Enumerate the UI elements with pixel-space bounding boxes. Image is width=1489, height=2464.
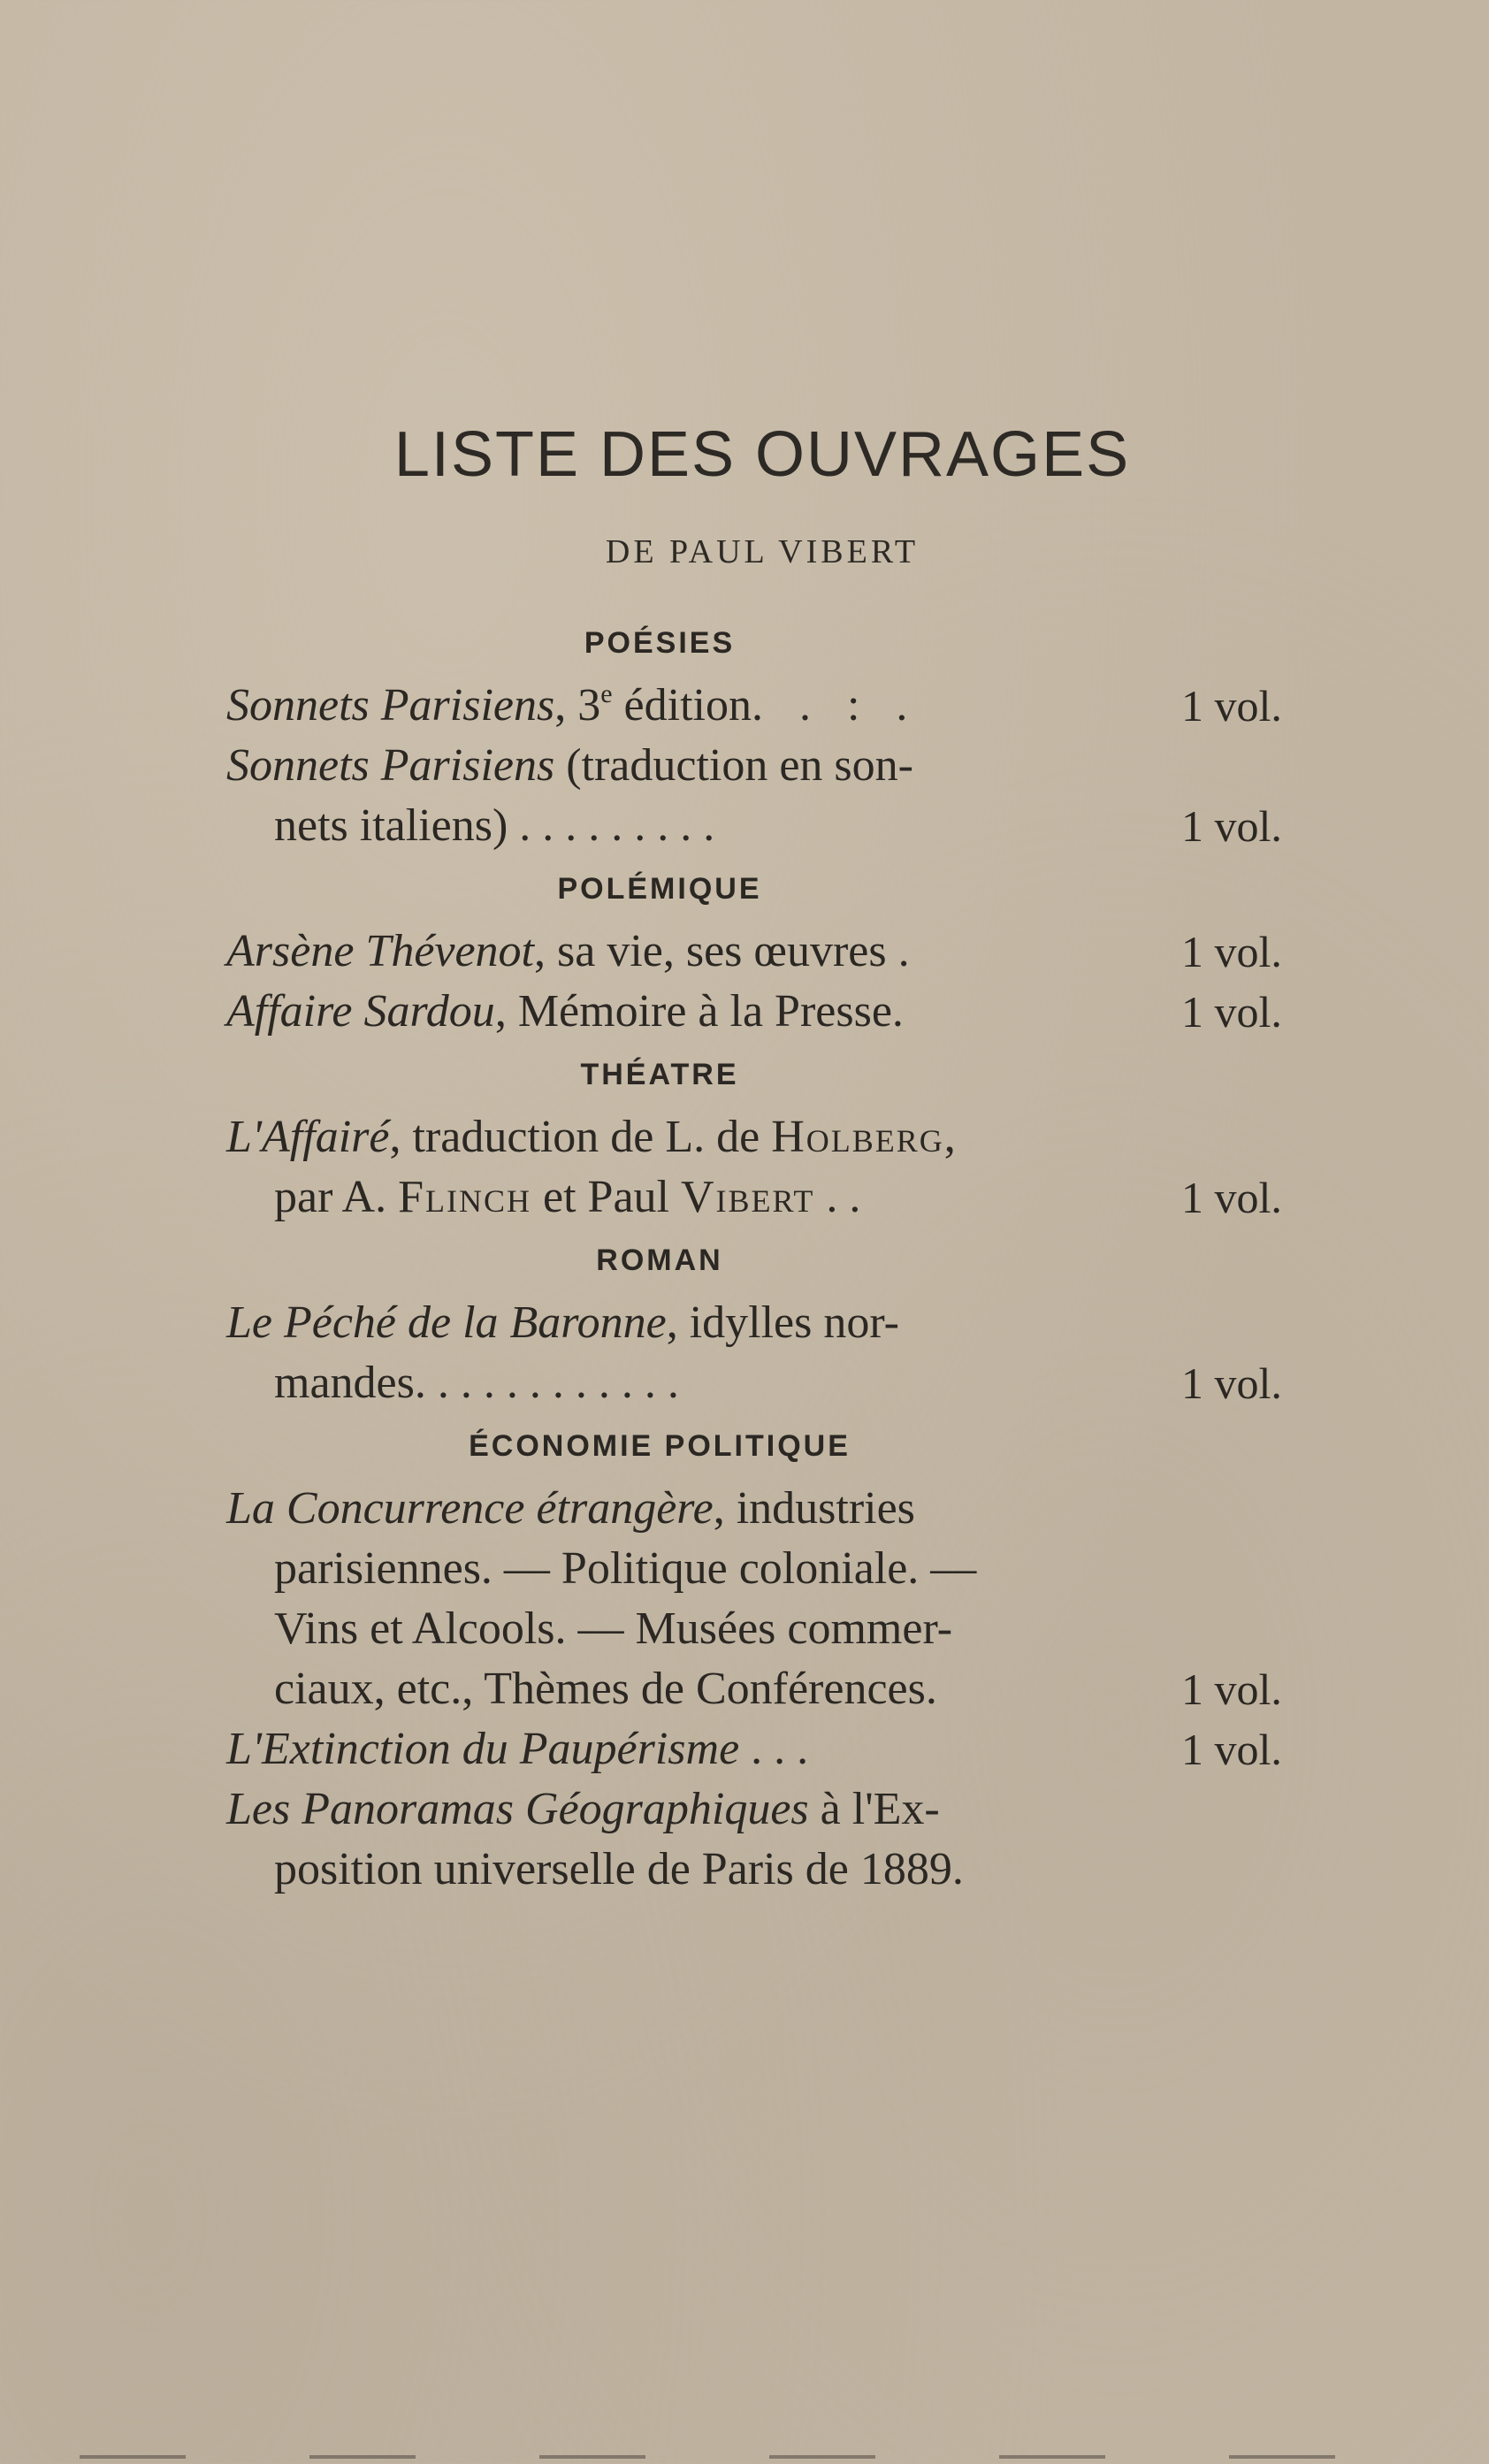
volume-count: 1 vol. xyxy=(1181,927,1282,976)
work-title: Arsène Thévenot xyxy=(226,926,535,976)
work-entry xyxy=(226,922,1305,982)
entry-text: parisiennes. — Politique coloniale. — xyxy=(274,1543,977,1594)
work-title: Sonnets Parisiens xyxy=(226,680,555,731)
entry-text: . . . xyxy=(739,1724,809,1774)
work-title: Sonnets Parisiens xyxy=(226,740,555,791)
section-heading: POÉSIES xyxy=(584,626,736,660)
entry-line xyxy=(226,1293,1305,1353)
entry-line xyxy=(226,1719,1305,1779)
page-subtitle: DE PAUL VIBERT xyxy=(605,533,920,570)
work-entry xyxy=(226,1293,1305,1413)
section xyxy=(226,856,1305,1042)
entry-line xyxy=(226,736,1305,796)
page-title: LISTE DES OUVRAGES xyxy=(393,419,1131,490)
entry-text: , industries xyxy=(713,1483,915,1534)
entry-text: e xyxy=(600,679,613,708)
entry-text: , idylles nor- xyxy=(666,1297,899,1348)
section-heading: THÉATRE xyxy=(580,1058,739,1091)
entry-line xyxy=(226,922,1305,982)
section xyxy=(226,610,1305,856)
work-entry xyxy=(226,1719,1305,1779)
section xyxy=(226,1413,1305,1900)
entry-line xyxy=(226,796,1305,856)
entry-line xyxy=(226,982,1305,1042)
entry-text: édition xyxy=(612,680,752,731)
entry-line xyxy=(226,1479,1305,1539)
entry-line xyxy=(226,676,1305,736)
entry-text: Flinch xyxy=(398,1172,531,1222)
work-entry xyxy=(226,982,1305,1042)
section-heading: ROMAN xyxy=(596,1243,723,1277)
entry-text: à l'Ex- xyxy=(808,1784,940,1834)
entry-text: Holberg xyxy=(771,1112,944,1162)
work-title: L'Extinction du Paupérisme xyxy=(226,1724,740,1774)
work-entry xyxy=(226,1107,1305,1228)
work-title: L'Affairé xyxy=(226,1112,390,1162)
works-list xyxy=(226,610,1305,1900)
entry-line xyxy=(226,1353,1305,1413)
work-entry xyxy=(226,1479,1305,1719)
entry-line xyxy=(226,1107,1305,1167)
entry-text: ciaux, etc., Thèmes de Conférences. xyxy=(274,1664,937,1714)
work-entry xyxy=(226,736,1305,856)
volume-count: 1 vol. xyxy=(1181,1664,1282,1714)
entry-text: nets italiens) . . . . . . . . . xyxy=(274,800,715,851)
entry-text: Vibert xyxy=(680,1172,815,1222)
entry-text: , 3 xyxy=(554,680,601,731)
volume-count: 1 vol. xyxy=(1181,681,1282,731)
work-title: Le Péché de la Baronne xyxy=(226,1297,667,1348)
entry-line xyxy=(226,1840,1305,1900)
entry-line xyxy=(226,1659,1305,1719)
section xyxy=(226,1228,1305,1413)
entry-line xyxy=(226,1599,1305,1659)
entry-text: , xyxy=(943,1112,956,1162)
entry-line xyxy=(226,1539,1305,1599)
entry-text: position universelle de Paris de 1889. xyxy=(274,1844,964,1894)
entry-line xyxy=(226,1779,1305,1840)
work-title: Les Panoramas Géographiques xyxy=(226,1784,809,1834)
work-title: La Concurrence étrangère xyxy=(226,1483,714,1534)
entry-text: , traduction de L. de xyxy=(389,1112,772,1162)
section xyxy=(226,1042,1305,1228)
work-entry xyxy=(226,676,1305,736)
volume-count: 1 vol. xyxy=(1181,801,1282,851)
volume-count: 1 vol. xyxy=(1181,1173,1282,1222)
section-heading: POLÉMIQUE xyxy=(557,872,762,906)
entry-text: . . : . xyxy=(751,680,920,731)
section-heading: ÉCONOMIE POLITIQUE xyxy=(469,1429,851,1463)
work-entry xyxy=(226,1779,1305,1900)
entry-text: , sa vie, ses œuvres . xyxy=(534,926,910,976)
volume-count: 1 vol. xyxy=(1181,1358,1282,1408)
entry-text: Vins et Alcools. — Musées commer- xyxy=(274,1603,953,1654)
entry-text: . . xyxy=(814,1172,861,1222)
entry-text: par A. xyxy=(274,1172,399,1222)
entry-line xyxy=(226,1167,1305,1228)
entry-text: mandes. . . . . . . . . . . . xyxy=(274,1358,679,1408)
volume-count: 1 vol. xyxy=(1181,987,1282,1037)
entry-text: (traduction en son- xyxy=(554,740,913,791)
work-title: Affaire Sardou xyxy=(226,986,495,1037)
entry-text: , Mémoire à la Presse. xyxy=(494,986,904,1037)
volume-count: 1 vol. xyxy=(1181,1725,1282,1774)
entry-text: et Paul xyxy=(531,1172,681,1222)
page-edge-rule xyxy=(80,2455,1424,2459)
